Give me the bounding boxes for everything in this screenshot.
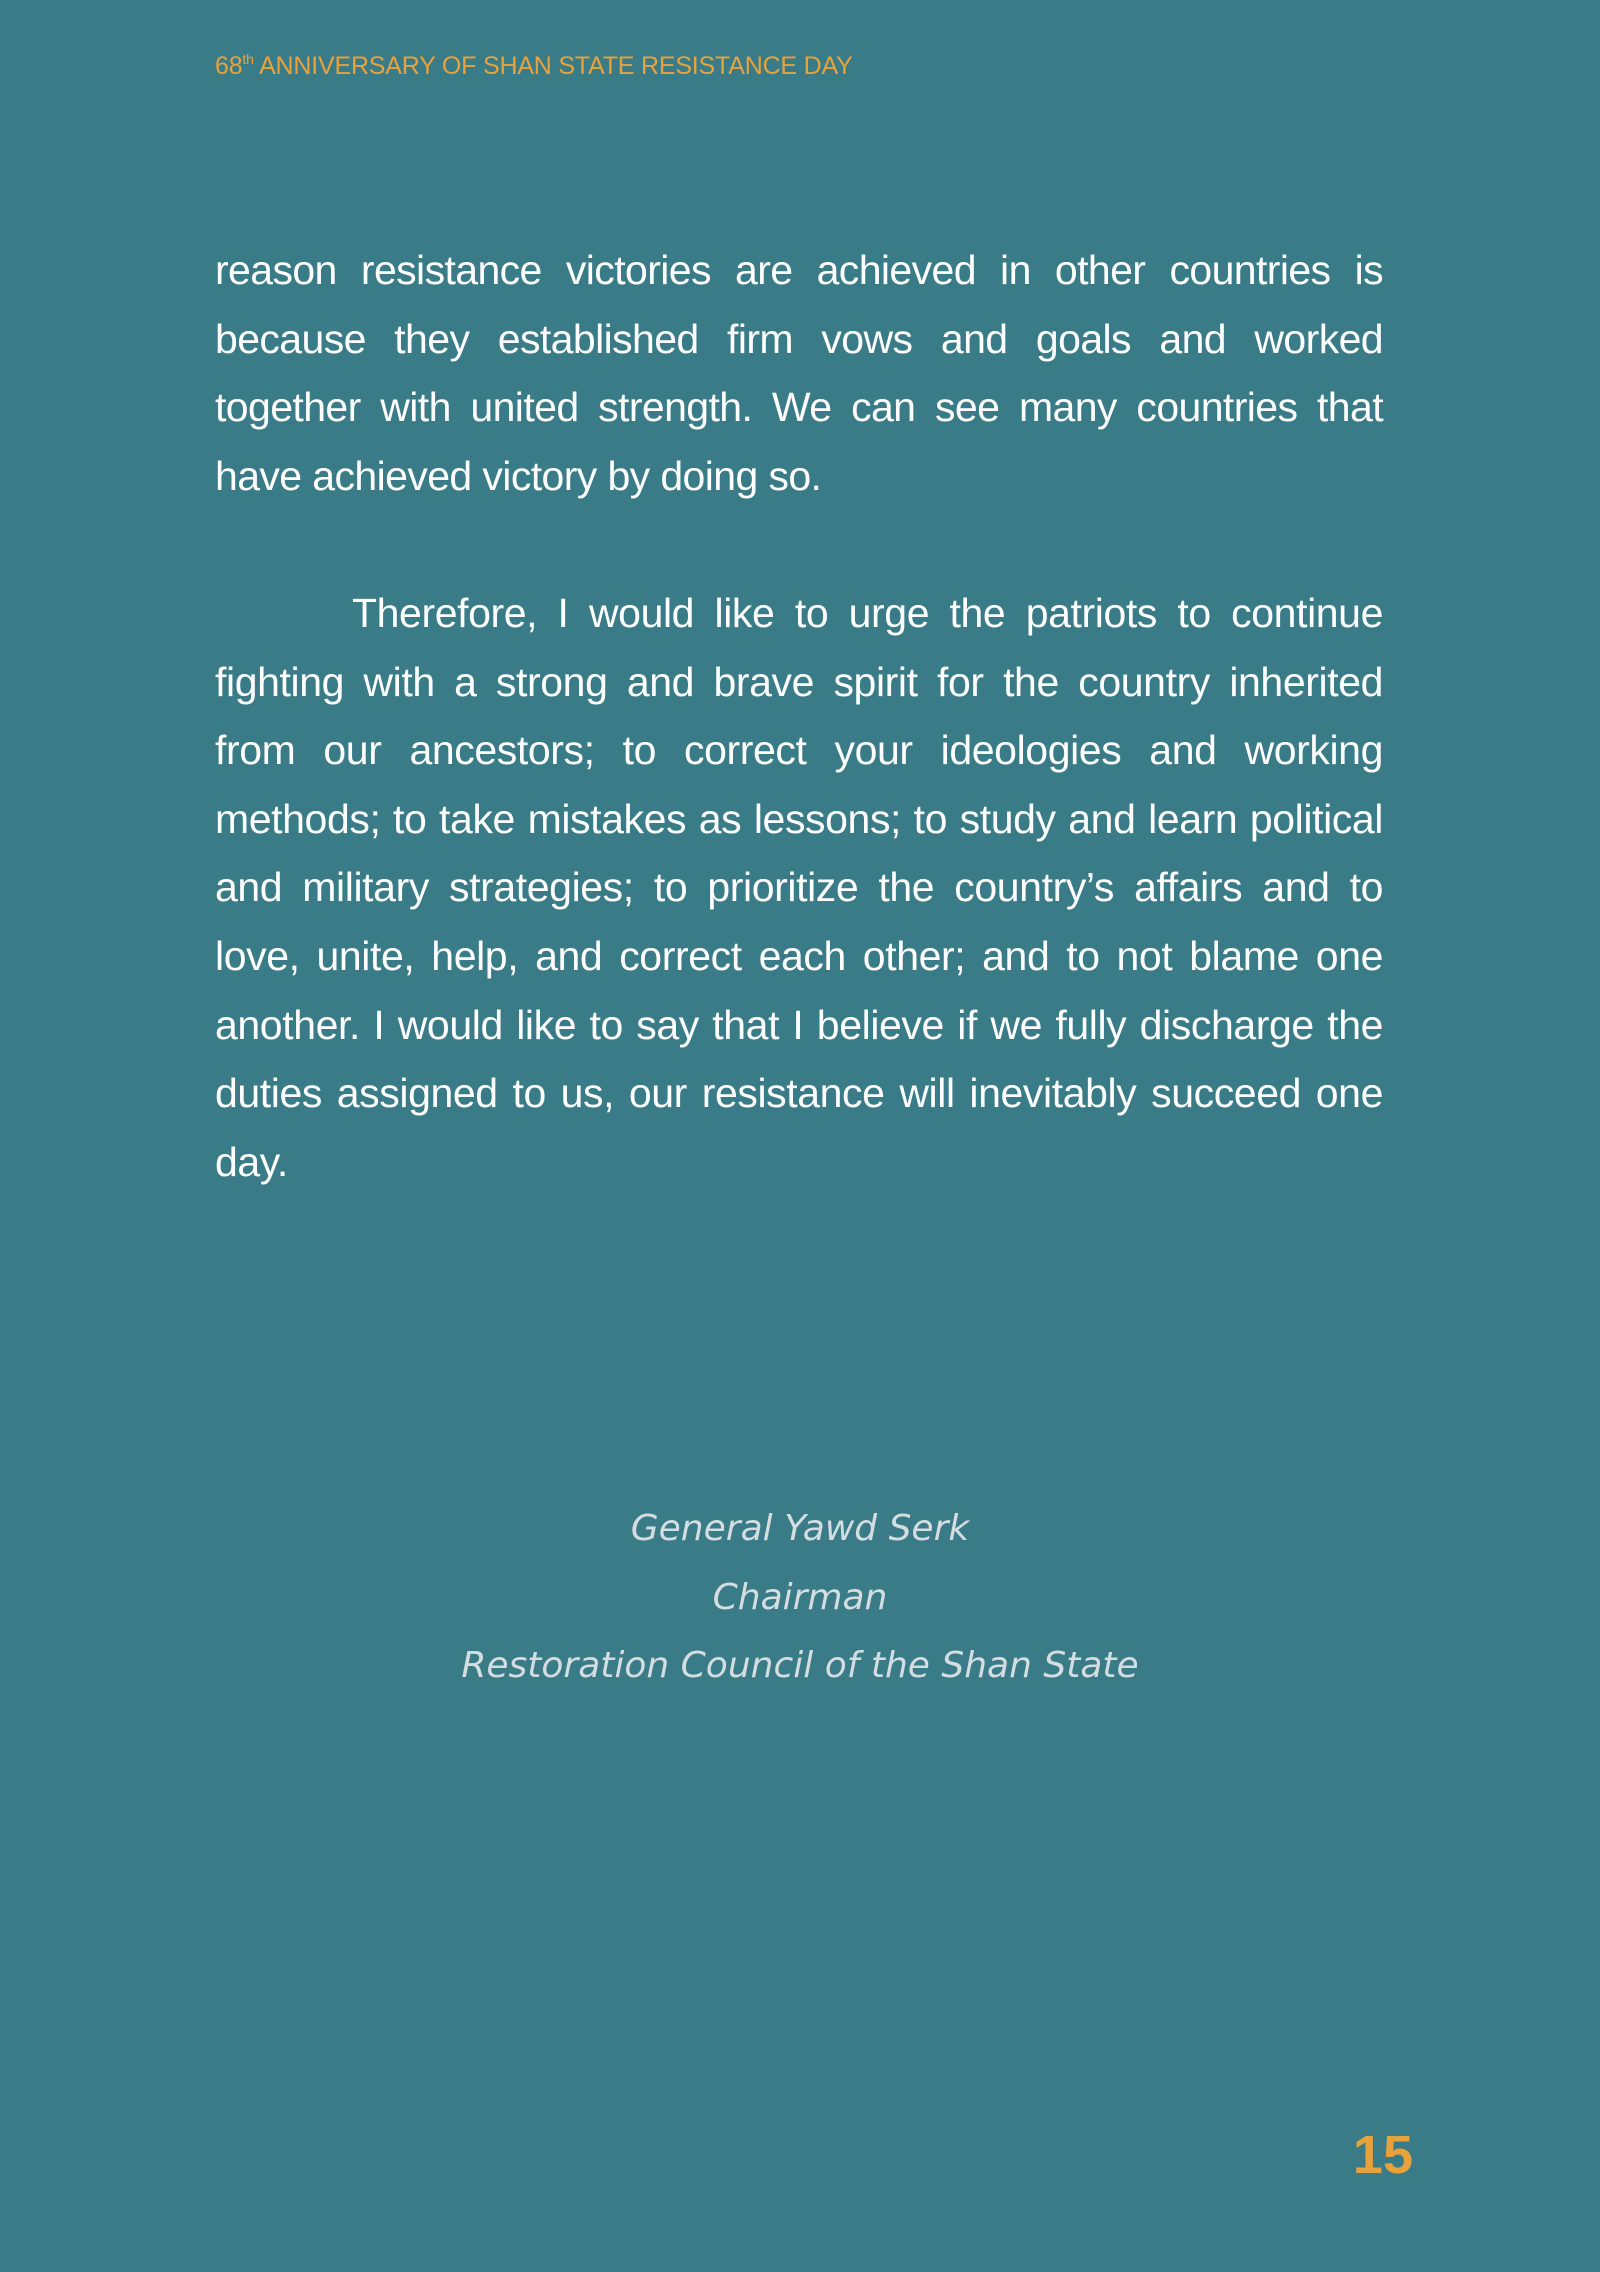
body-text (215, 236, 1383, 1196)
header-title: ANNIVERSARY OF SHAN STATE RESISTANCE DAY (259, 52, 853, 80)
header-ordinal-number: 68 (215, 52, 243, 80)
header-ordinal-suffix: th (242, 51, 254, 67)
running-header (215, 52, 853, 81)
signature-position: Chairman (712, 1576, 888, 1618)
signature-name: General Yawd Serk (630, 1508, 970, 1549)
paragraph-2: Therefore, I would like to urge the patriots to continue fighting with a strong and brave spirit for the country inherited from our ancestors; to correct your ideologies and working methods; to take mistakes as lessons; to study and learn political and military strategies; to prioritize the country’s affairs and to love, unite, help, and correct each other; and to not blame one another. I would like to say that I believe if we fully discharge the duties assigned to us, our resistance will inevitably succeed one day. (215, 589, 1383, 1185)
page-number: 15 (1352, 2125, 1413, 2185)
signature-organization: Restoration Council of the Shan State (461, 1645, 1139, 1686)
signature-block (0, 1495, 1600, 1701)
paragraph-1: reason resistance victories are achieved in other countries is because they established firm vows and goals and worked together with united strength. We can see many countries that have achieved victory by doing so. (215, 247, 1383, 499)
